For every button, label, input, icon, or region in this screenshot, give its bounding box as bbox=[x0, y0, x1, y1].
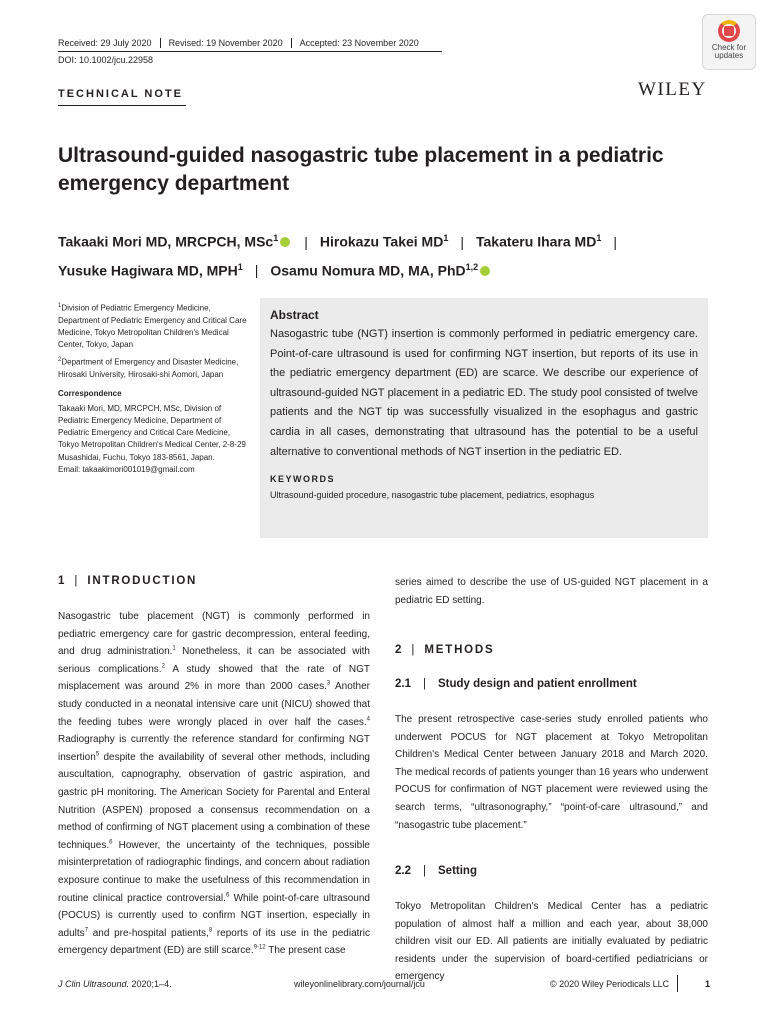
intro-segment: A study showed that the rate of NGT misplacement was around 2% in more than 2000 cases. bbox=[58, 663, 370, 693]
subsection-bar: | bbox=[423, 678, 426, 690]
author-sup: 1 bbox=[237, 261, 243, 272]
subsection-title: Setting bbox=[438, 865, 477, 877]
keywords-heading: KEYWORDS bbox=[270, 474, 336, 485]
author-name: Takaaki Mori MD, MRCPCH, MSc bbox=[58, 233, 274, 250]
section-title: INTRODUCTION bbox=[87, 575, 198, 587]
introduction-text bbox=[58, 608, 370, 960]
citation-ref[interactable]: 9-12 bbox=[253, 944, 266, 951]
setting-text: Tokyo Metropolitan Children's Medical Center has a pediatric population of almost half a million and each year, about 38,000 children visit our ED. All patients are initially evaluated by pediatric residents under the supervision of board-certified pediatricians or emergency bbox=[395, 901, 708, 983]
intro-segment: However, the uncertainty of the techniques, possible misinterpretation of radiographic findings, and concern about radiation exposure continue to make the usefulness of this recommendation in routine clinical practice controversial. bbox=[58, 839, 370, 904]
affiliation-sup: 1 bbox=[58, 303, 62, 309]
check-for-updates-badge[interactable] bbox=[702, 14, 756, 70]
orcid-icon[interactable] bbox=[480, 266, 490, 276]
intro-segment: While point-of-care ultrasound (POCUS) is currently used to confirm NGT insertion, especially in adults bbox=[58, 892, 370, 939]
intro-segment: Another study conducted in a neonatal intensive care unit (NICU) showed that the feeding tubes were wrongly placed in over half the cases. bbox=[58, 681, 370, 728]
footer-copyright: © 2020 Wiley Periodicals LLC bbox=[550, 979, 670, 989]
received-date: Received: 29 July 2020 bbox=[58, 38, 161, 48]
author-separator: | bbox=[460, 233, 464, 250]
citation-ref[interactable]: 2 bbox=[161, 663, 165, 670]
footer-rule bbox=[677, 975, 678, 992]
article-type: TECHNICAL NOTE bbox=[58, 88, 183, 100]
citation-ref[interactable]: 5 bbox=[95, 751, 100, 758]
subsection-heading-study-design bbox=[395, 678, 637, 690]
correspondence-address: Takaaki Mori, MD, MRCPCH, MSc, Division of Pediatric Emergency Medicine, Department of Pediatric Emergency and Critical Care Medicine, Tokyo Metropolitan Children's Medical Center, 2-8-29 Musashidai, Fuchu, Tokyo 183-8561, Japan. bbox=[58, 403, 246, 462]
abstract-box bbox=[260, 298, 708, 538]
affiliation-1 bbox=[58, 300, 248, 351]
abstract-heading: Abstract bbox=[270, 308, 319, 322]
keywords: Ultrasound-guided procedure, nasogastric tube placement, pediatrics, esophagus bbox=[270, 490, 595, 501]
subsection-number: 2.1 bbox=[395, 678, 411, 690]
revised-date: Revised: 19 November 2020 bbox=[169, 38, 292, 48]
abstract-text: Nasogastric tube (NGT) insertion is commonly performed in pediatric emergency care. Point-of-care ultrasound is used for confirming NGT insertion, but reports of its use in the pediatric emergency department (ED) are scarce. We describe our experience of ultrasound-guided NGT placement in a pediatric ED. The study pool consisted of twelve patients and the NGT tip was successfully visualized in the esophagus and gastric cardia in all cases, demonstrating that ultrasound has the potential to be a useful alternative to conventional methods of NGT insertion in the pediatric ED. bbox=[270, 328, 698, 458]
correspondence-email[interactable]: Email: takaakimori001019@gmail.com bbox=[58, 464, 195, 474]
publisher-logo: WILEY bbox=[638, 79, 707, 100]
subsection-number: 2.2 bbox=[395, 865, 411, 877]
author-name: Hirokazu Takei MD bbox=[319, 233, 444, 250]
citation-ref[interactable]: 4 bbox=[366, 716, 370, 723]
article-title: Ultrasound-guided nasogastric tube placement in a pediatric emergency department bbox=[58, 144, 664, 195]
article-type-rule bbox=[58, 105, 186, 106]
header-rule bbox=[58, 51, 442, 52]
affiliation-2 bbox=[58, 354, 248, 381]
affiliation-sup: 2 bbox=[58, 357, 62, 364]
footer-url[interactable]: wileyonlinelibrary.com/journal/jcu bbox=[294, 979, 425, 989]
accepted-date: Accepted: 23 November 2020 bbox=[299, 38, 419, 48]
affiliation-text: Department of Emergency and Disaster Medicine, Hirosaki University, Hirosaki-shi Aomori, Japan bbox=[58, 358, 239, 380]
author-name: Yusuke Hagiwara MD, MPH bbox=[58, 262, 238, 279]
subsection-heading-setting bbox=[395, 865, 477, 877]
correspondence-text bbox=[58, 403, 248, 476]
badge-label-1: Check for bbox=[711, 43, 747, 52]
crossmark-icon bbox=[718, 20, 740, 42]
section-number: 1 bbox=[58, 575, 65, 587]
author-separator: | bbox=[254, 262, 259, 279]
affiliations bbox=[58, 300, 248, 479]
page-number: 1 bbox=[705, 979, 711, 989]
orcid-icon[interactable] bbox=[280, 237, 290, 247]
badge-label-2: updates bbox=[714, 51, 744, 60]
citation-ref[interactable]: 6 bbox=[109, 839, 113, 846]
intro-segment: Radiography is currently the reference standard for confirming NGT insertion bbox=[58, 734, 370, 763]
intro-segment: and pre-hospital patients, bbox=[88, 927, 209, 939]
section-heading-introduction bbox=[58, 575, 197, 587]
subsection-bar: | bbox=[423, 865, 426, 877]
citation-ref[interactable]: 8 bbox=[208, 927, 213, 934]
author-sup: 1,2 bbox=[465, 261, 479, 272]
doi[interactable]: DOI: 10.1002/jcu.22958 bbox=[58, 55, 154, 65]
section-heading-methods bbox=[395, 644, 495, 656]
author-separator: | bbox=[304, 233, 308, 250]
intro-segment: Nonetheless, it can be associated with serious complications. bbox=[58, 646, 370, 675]
intro-segment: despite the availability of several other methods, including auscultation, capnography, observation of gastric aspiration, and gastric pH monitoring. The American Society for Parental and Enteral Nutrition (ASPEN) proposed a consensus recommendation on a method of confirming of NGT placement using a combination of these techniques. bbox=[58, 751, 370, 851]
author-name: Osamu Nomura MD, MA, PhD bbox=[270, 262, 466, 279]
footer-citation bbox=[58, 979, 172, 989]
citation-ref[interactable]: 6 bbox=[225, 892, 230, 899]
citation-ref[interactable]: 7 bbox=[84, 927, 89, 934]
intro-segment: Nasogastric tube placement (NGT) is commonly performed in pediatric emergency care for gastric decompression, enteral feeding, and drug administration. bbox=[58, 611, 370, 658]
intro-segment: reports of its use in the pediatric emergency department (ED) are still scarce. bbox=[58, 927, 370, 957]
author-separator: | bbox=[613, 233, 617, 250]
citation-ref[interactable]: 1 bbox=[172, 645, 176, 652]
author-sup: 1 bbox=[596, 233, 602, 243]
correspondence-heading: Correspondence bbox=[58, 388, 122, 398]
author-list bbox=[58, 226, 718, 283]
author-name: Takateru Ihara MD bbox=[475, 233, 597, 250]
section-number: 2 bbox=[395, 644, 402, 656]
footer-journal: J Clin Ultrasound. bbox=[58, 979, 130, 989]
intro-segment: The present case bbox=[265, 945, 346, 957]
introduction-continued: series aimed to describe the use of US-guided NGT placement in a pediatric ED setting. bbox=[395, 577, 708, 606]
section-bar: | bbox=[411, 644, 415, 656]
footer-volume: 2020;1–4. bbox=[129, 979, 172, 989]
affiliation-text: Division of Pediatric Emergency Medicine, Department of Pediatric Emergency and Critical Care Medicine, Tokyo Metropolitan Children's Medical Center, Tokyo, Japan bbox=[58, 303, 247, 350]
section-title: METHODS bbox=[424, 644, 495, 656]
subsection-title: Study design and patient enrollment bbox=[438, 678, 637, 690]
author-sup: 1 bbox=[273, 233, 279, 243]
section-bar: | bbox=[74, 575, 78, 587]
author-sup: 1 bbox=[443, 233, 449, 243]
citation-ref[interactable]: 3 bbox=[326, 681, 331, 688]
study-design-text: The present retrospective case-series study enrolled patients who underwent POCUS for NGT placement at Tokyo Metropolitan Children's Medical Center between January 2018 and March 2020. The medical records of patients younger than 16 years who underwent POCUS for confirmation of NGT placement were reviewed using the search terms, “ultrasonography,” “point-of-care ultrasound,” and “nasogastric tube placement.” bbox=[395, 714, 708, 831]
article-dates bbox=[58, 38, 435, 48]
